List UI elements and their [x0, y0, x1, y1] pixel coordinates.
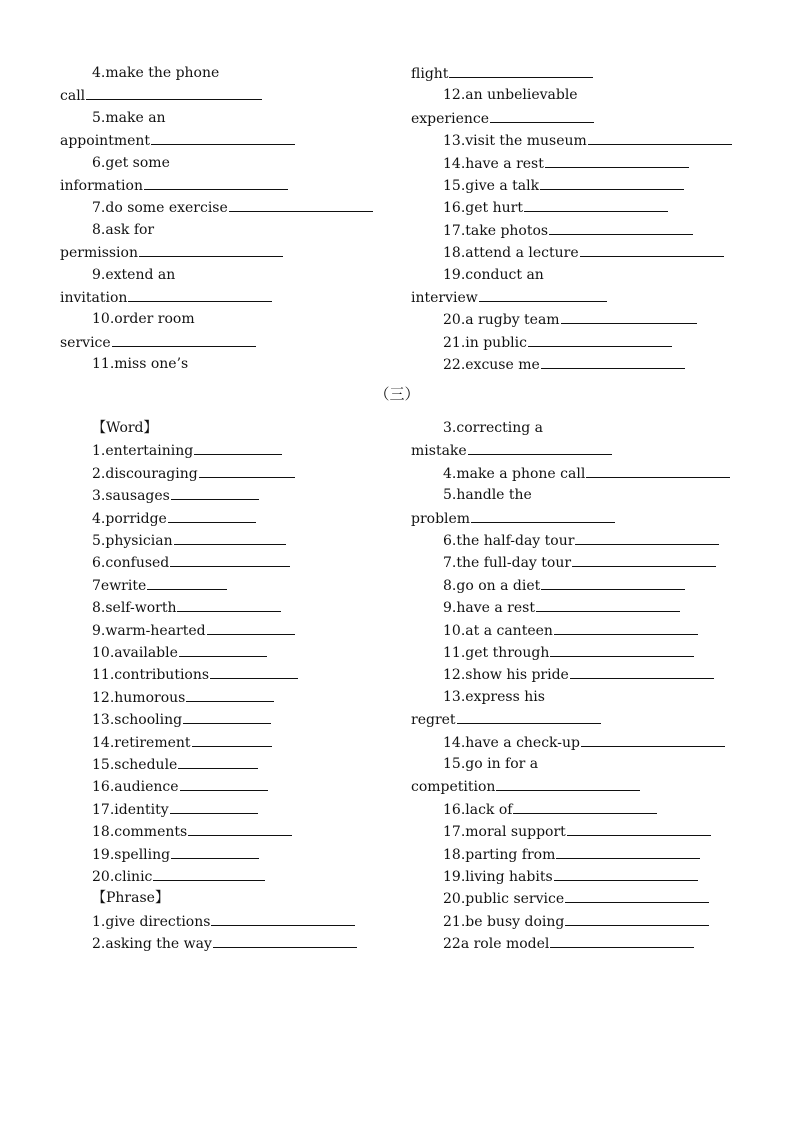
- answer-blank[interactable]: [513, 798, 657, 814]
- exercise-line: [60, 84, 262, 106]
- exercise-text: 19.spelling: [92, 846, 171, 863]
- answer-blank[interactable]: [112, 331, 256, 347]
- exercise-line: [443, 551, 716, 573]
- answer-blank[interactable]: [556, 843, 700, 859]
- exercise-text: 11.miss one’s: [92, 356, 189, 373]
- exercise-text: competition: [411, 779, 496, 796]
- exercise-line: [443, 887, 709, 909]
- exercise-line: [92, 462, 295, 484]
- answer-blank[interactable]: [554, 865, 698, 881]
- answer-blank[interactable]: [567, 820, 711, 836]
- exercise-line: [60, 286, 272, 308]
- exercise-line: [443, 174, 684, 196]
- exercise-line: [92, 439, 282, 461]
- answer-blank[interactable]: [550, 641, 694, 657]
- exercise-line: [443, 619, 698, 641]
- exercise-line: [92, 196, 373, 218]
- exercise-line: [411, 775, 640, 797]
- answer-blank[interactable]: [178, 753, 258, 769]
- exercise-line: [443, 152, 689, 174]
- exercise-line: [92, 641, 267, 663]
- exercise-line: [92, 484, 259, 506]
- answer-blank[interactable]: [581, 731, 725, 747]
- exercise-line: [92, 910, 355, 932]
- exercise-line: [443, 308, 697, 330]
- answer-blank[interactable]: [468, 439, 612, 455]
- exercise-text: 16.get hurt: [443, 200, 523, 217]
- exercise-text: 19.living habits: [443, 869, 553, 885]
- exercise-line: [443, 798, 657, 820]
- exercise-line: [411, 107, 594, 129]
- exercise-text: 5.handle the: [443, 487, 532, 504]
- exercise-line: [92, 308, 195, 330]
- exercise-line: [92, 353, 188, 375]
- exercise-text: call: [60, 88, 86, 105]
- exercise-line: [60, 241, 283, 263]
- exercise-text: experience: [411, 110, 490, 127]
- exercise-text: 13.visit the museum: [443, 133, 587, 150]
- exercise-text: mistake: [411, 443, 467, 460]
- answer-blank[interactable]: [541, 353, 685, 369]
- exercise-line: [92, 753, 258, 775]
- exercise-line: [92, 264, 175, 286]
- exercise-line: [411, 62, 593, 84]
- answer-blank[interactable]: [147, 574, 227, 590]
- exercise-text: 22a role model: [443, 936, 550, 953]
- exercise-line: [60, 174, 288, 196]
- exercise-line: [443, 686, 545, 708]
- answer-blank[interactable]: [550, 932, 694, 948]
- exercise-line: [92, 820, 292, 842]
- exercise-text: problem: [411, 510, 471, 527]
- exercise-line: [443, 843, 700, 865]
- answer-blank[interactable]: [186, 686, 274, 702]
- answer-blank[interactable]: [554, 619, 698, 635]
- exercise-text: 19.conduct an: [443, 266, 544, 283]
- exercise-text: 17.identity: [92, 801, 169, 818]
- answer-blank[interactable]: [188, 820, 292, 836]
- exercise-line: [92, 551, 290, 573]
- exercise-line: [92, 596, 281, 618]
- answer-blank[interactable]: [449, 62, 593, 78]
- answer-blank[interactable]: [479, 286, 607, 302]
- answer-blank[interactable]: [171, 843, 259, 859]
- answer-blank[interactable]: [213, 932, 357, 948]
- answer-blank[interactable]: [540, 174, 684, 190]
- exercise-line: [443, 84, 578, 106]
- answer-blank[interactable]: [528, 331, 672, 347]
- exercise-text: invitation: [60, 290, 128, 306]
- exercise-line: [443, 932, 694, 954]
- answer-blank[interactable]: [549, 219, 693, 235]
- answer-blank[interactable]: [170, 551, 290, 567]
- answer-blank[interactable]: [128, 286, 272, 302]
- answer-blank[interactable]: [179, 641, 267, 657]
- exercise-text: 1.give directions: [92, 913, 211, 930]
- answer-blank[interactable]: [524, 196, 668, 212]
- exercise-text: 8.ask for: [92, 221, 155, 238]
- exercise-text: 10.at a canteen: [443, 622, 553, 639]
- exercise-text: 5.make an: [92, 109, 166, 126]
- exercise-line: [443, 574, 685, 596]
- exercise-text: 18.attend a lecture: [443, 245, 579, 262]
- answer-blank[interactable]: [174, 529, 286, 545]
- answer-blank[interactable]: [207, 619, 295, 635]
- exercise-text: 7.do some exercise: [92, 200, 228, 217]
- exercise-text: 11.contributions: [92, 667, 210, 684]
- exercise-text: interview: [411, 290, 478, 306]
- exercise-text: 【Phrase】: [92, 890, 169, 907]
- exercise-line: [411, 507, 615, 529]
- exercise-text: 7ewrite: [92, 577, 147, 594]
- exercise-line: [443, 484, 532, 506]
- exercise-line: [411, 286, 607, 308]
- answer-blank[interactable]: [153, 865, 265, 881]
- exercise-line: [92, 865, 265, 887]
- exercise-text: 4.make a phone call: [443, 465, 586, 482]
- exercise-line: [92, 574, 227, 596]
- answer-blank[interactable]: [471, 507, 615, 523]
- answer-blank[interactable]: [168, 507, 256, 523]
- exercise-text: 【Word】: [92, 420, 158, 436]
- answer-blank[interactable]: [572, 551, 716, 567]
- exercise-text: 14.have a rest: [443, 155, 544, 172]
- exercise-line: [443, 353, 685, 375]
- exercise-line: [443, 264, 544, 286]
- exercise-line: [92, 663, 298, 685]
- exercise-line: [443, 241, 724, 263]
- exercise-line: [92, 731, 272, 753]
- exercise-text: 12.an unbelievable: [443, 87, 578, 104]
- exercise-text: 10.order room: [92, 311, 195, 328]
- exercise-text: 18.parting from: [443, 846, 556, 863]
- exercise-text: 18.comments: [92, 824, 188, 841]
- answer-blank[interactable]: [570, 663, 714, 679]
- exercise-line: [92, 887, 169, 909]
- answer-blank[interactable]: [170, 798, 258, 814]
- answer-blank[interactable]: [496, 775, 640, 791]
- answer-blank[interactable]: [139, 241, 283, 257]
- answer-blank[interactable]: [210, 663, 298, 679]
- exercise-line: [92, 932, 357, 954]
- exercise-text: information: [60, 178, 143, 194]
- exercise-text: 15.go in for a: [443, 756, 539, 772]
- answer-blank[interactable]: [192, 731, 272, 747]
- exercise-text: 12.humorous: [92, 689, 186, 706]
- exercise-line: [92, 529, 286, 551]
- exercise-line: [92, 417, 158, 439]
- answer-blank[interactable]: [490, 107, 594, 123]
- exercise-line: [443, 820, 711, 842]
- exercise-line: [92, 107, 166, 129]
- exercise-text: service: [60, 334, 111, 351]
- exercise-line: [443, 462, 730, 484]
- exercise-line: [92, 798, 258, 820]
- exercise-text: 14.retirement: [92, 734, 191, 751]
- exercise-line: [443, 219, 693, 241]
- exercise-text: 16.audience: [92, 779, 179, 796]
- exercise-line: [443, 417, 543, 439]
- exercise-line: [92, 708, 271, 730]
- exercise-text: flight: [411, 66, 449, 82]
- exercise-text: 5.physician: [92, 533, 173, 549]
- exercise-line: [92, 62, 219, 84]
- exercise-text: 9.have a rest: [443, 600, 535, 617]
- exercise-line: [443, 753, 538, 775]
- exercise-text: 6.confused: [92, 555, 170, 572]
- exercise-text: 9.extend an: [92, 266, 176, 283]
- exercise-text: 4.porridge: [92, 510, 167, 527]
- exercise-line: [443, 596, 680, 618]
- exercise-line: [60, 129, 295, 151]
- exercise-line: [92, 843, 259, 865]
- exercise-line: [92, 619, 295, 641]
- exercise-text: 8.self-worth: [92, 600, 177, 617]
- exercise-line: [443, 196, 668, 218]
- answer-blank[interactable]: [536, 596, 680, 612]
- answer-blank[interactable]: [561, 308, 697, 324]
- exercise-text: permission: [60, 245, 138, 262]
- exercise-line: [443, 331, 672, 353]
- exercise-text: 14.have a check-up: [443, 734, 580, 751]
- exercise-line: [443, 731, 725, 753]
- answer-blank[interactable]: [565, 887, 709, 903]
- exercise-text: 21.be busy doing: [443, 913, 565, 930]
- answer-blank[interactable]: [541, 574, 685, 590]
- answer-blank[interactable]: [545, 152, 689, 168]
- exercise-text: 13.schooling: [92, 712, 183, 729]
- exercise-text: 3.sausages: [92, 488, 170, 505]
- exercise-text: 15.give a talk: [443, 178, 540, 194]
- answer-blank[interactable]: [199, 462, 295, 478]
- exercise-text: 17.take photos: [443, 222, 549, 239]
- answer-blank[interactable]: [171, 484, 259, 500]
- exercise-text: 12.show his pride: [443, 667, 569, 684]
- exercise-text: 6.get some: [92, 154, 170, 171]
- exercise-line: [92, 219, 154, 241]
- answer-blank[interactable]: [575, 529, 719, 545]
- exercise-line: [411, 708, 601, 730]
- answer-blank[interactable]: [229, 196, 373, 212]
- answer-blank[interactable]: [86, 84, 262, 100]
- exercise-text: appointment: [60, 133, 151, 150]
- exercise-text: 13.express his: [443, 688, 545, 705]
- exercise-text: 11.get through: [443, 645, 550, 661]
- answer-blank[interactable]: [588, 129, 732, 145]
- exercise-text: 1.entertaining: [92, 443, 194, 460]
- exercise-line: [92, 775, 268, 797]
- answer-blank[interactable]: [565, 910, 709, 926]
- exercise-line: [92, 507, 256, 529]
- exercise-text: 9.warm-hearted: [92, 622, 206, 639]
- answer-blank[interactable]: [211, 910, 355, 926]
- exercise-text: 4.make the phone: [92, 65, 220, 81]
- exercise-text: 8.go on a diet: [443, 577, 541, 594]
- answer-blank[interactable]: [144, 174, 288, 190]
- exercise-line: [443, 129, 732, 151]
- exercise-line: [443, 529, 719, 551]
- answer-blank[interactable]: [151, 129, 295, 145]
- exercise-text: regret: [411, 712, 456, 729]
- exercise-line: [443, 910, 709, 932]
- answer-blank[interactable]: [180, 775, 268, 791]
- exercise-text: 21.in public: [443, 334, 527, 351]
- exercise-line: [92, 686, 274, 708]
- exercise-text: 7.the full-day tour: [443, 555, 572, 572]
- exercise-text: 20.a rugby team: [443, 312, 560, 329]
- exercise-text: 20.clinic: [92, 869, 153, 885]
- exercise-text: 2.discouraging: [92, 465, 198, 482]
- exercise-text: 2.asking the way: [92, 936, 212, 953]
- section-heading: （三）: [374, 385, 420, 403]
- exercise-line: [60, 331, 256, 353]
- exercise-line: [443, 641, 694, 663]
- exercise-text: 20.public service: [443, 891, 565, 908]
- answer-blank[interactable]: [457, 708, 601, 724]
- exercise-text: 16.lack of: [443, 801, 513, 818]
- answer-blank[interactable]: [183, 708, 271, 724]
- answer-blank[interactable]: [580, 241, 724, 257]
- exercise-text: 17.moral support: [443, 824, 566, 841]
- exercise-line: [411, 439, 612, 461]
- answer-blank[interactable]: [586, 462, 730, 478]
- exercise-line: [443, 663, 714, 685]
- exercise-line: [443, 865, 698, 887]
- exercise-text: 6.the half-day tour: [443, 533, 575, 549]
- exercise-text: 15.schedule: [92, 757, 178, 773]
- exercise-text: 10.available: [92, 645, 178, 661]
- answer-blank[interactable]: [194, 439, 282, 455]
- exercise-text: 22.excuse me: [443, 357, 540, 374]
- exercise-text: 3.correcting a: [443, 420, 544, 436]
- exercise-line: [92, 152, 170, 174]
- answer-blank[interactable]: [177, 596, 281, 612]
